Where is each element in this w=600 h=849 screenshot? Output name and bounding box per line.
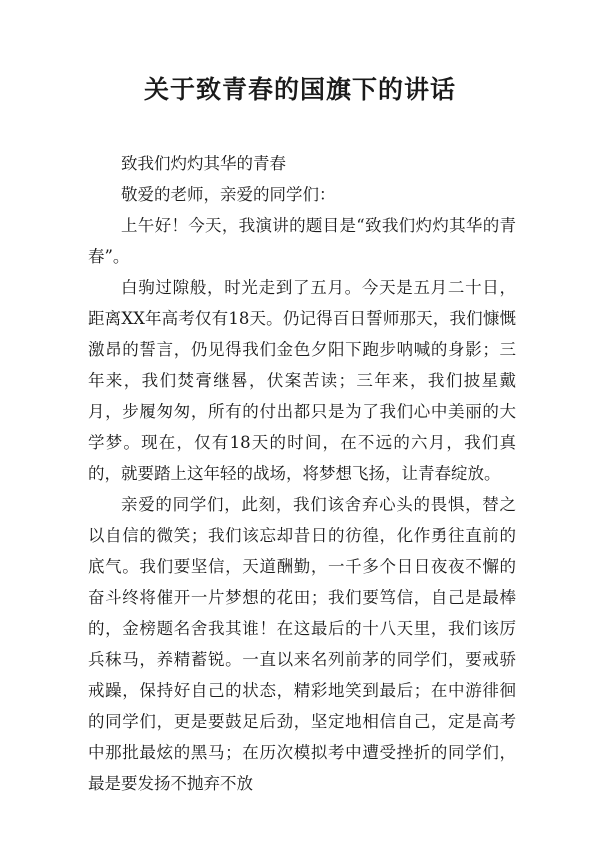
paragraph-body-2: 亲爱的同学们，此刻，我们该舍弃心头的畏惧，替之以自信的微笑；我们该忘却昔日的彷徨，化作勇往直前的底气。我们要坚信，天道酬勤，一千多个日日夜夜不懈的奋斗终将催开一片梦想的花田；我们要笃信，自己是最棒的，金榜题名舍我其谁！在这最后的十八天里，我们该厉兵秣马，养精蓄锐。一直以来名列前茅的同学们，要戒骄戒躁，保持好自己的状态，精彩地笑到最后；在中游徘徊的同学们，更是要鼓足后劲，坚定地相信自己，定是高考中那批最炫的黑马；在历次模拟考中遭受挫折的同学们，最是要发扬不抛弃不放 bbox=[88, 495, 516, 793]
paragraph-greeting: 上午好！今天，我演讲的题目是“致我们灼灼其华的青春”。 bbox=[88, 216, 516, 266]
paragraph-subtitle: 致我们灼灼其华的青春 bbox=[121, 154, 286, 173]
document-body bbox=[88, 148, 516, 799]
paragraph-salutation: 敬爱的老师，亲爱的同学们： bbox=[121, 185, 336, 204]
document-title: 关于致青春的国旗下的讲话 bbox=[143, 75, 456, 104]
paragraph-body-1: 白驹过隙般，时光走到了五月。今天是五月二十日，距离XX年高考仅有18天。仍记得百日誓师那天，我们慷慨激昂的誓言，仍见得我们金色夕阳下跑步呐喊的身影；三年来，我们焚膏继晷，伏案苦读；三年来，我们披星戴月，步履匆匆，所有的付出都只是为了我们心中美丽的大学梦。现在，仅有18天的时间，在不远的六月，我们真的，就要踏上这年轻的战场，将梦想飞扬，让青春绽放。 bbox=[88, 278, 516, 483]
